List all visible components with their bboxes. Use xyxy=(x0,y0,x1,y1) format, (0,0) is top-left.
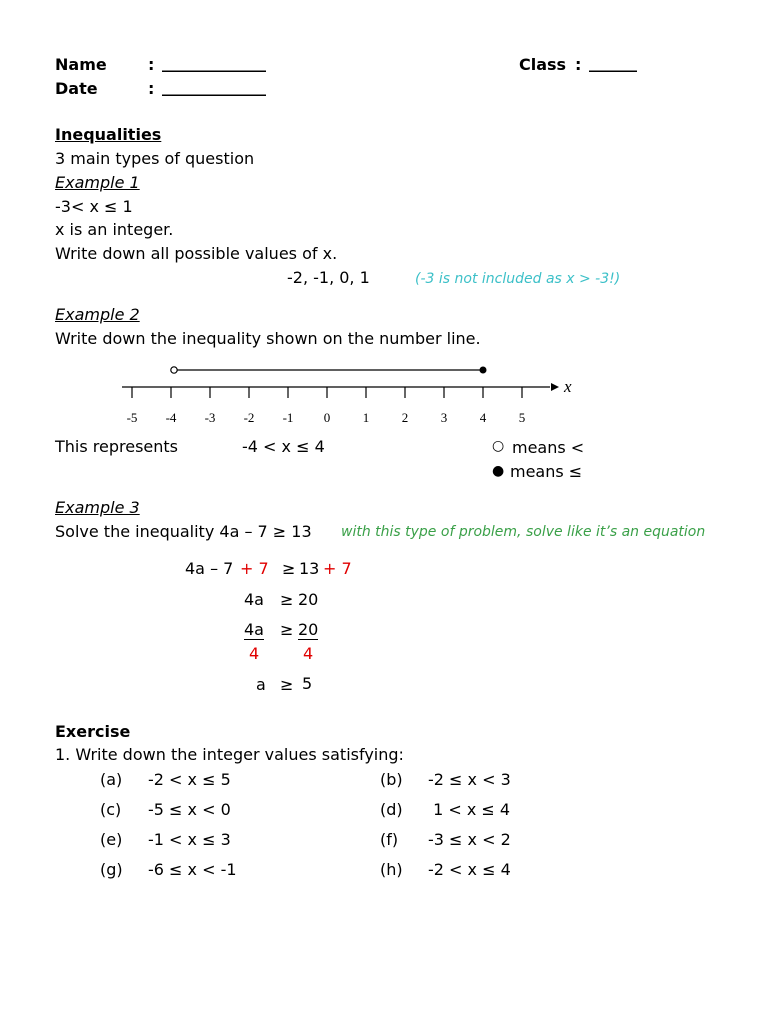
date-label: Date xyxy=(55,79,98,98)
exercise-item-expression: -2 ≤ x < 3 xyxy=(428,770,511,789)
class-label: Class xyxy=(519,55,567,74)
step1-sign: ≥ xyxy=(282,559,296,578)
exercise-item-label: (d) xyxy=(380,800,403,819)
class-field[interactable]: ______ xyxy=(589,53,637,72)
step3-num-right: 20 xyxy=(298,620,319,639)
name-colon: : xyxy=(148,55,155,74)
number-line-tick-label: -2 xyxy=(243,410,255,425)
open-circle-marker xyxy=(171,367,177,373)
example2-heading: Example 2 xyxy=(55,305,140,324)
step1-add-left: + 7 xyxy=(240,559,269,578)
step3-num-left: 4a xyxy=(244,620,264,639)
name-field[interactable]: _____________ xyxy=(162,53,266,72)
exercise-item-label: (a) xyxy=(100,770,123,789)
number-line-tick-label: 3 xyxy=(440,410,448,425)
exercise-item-label: (c) xyxy=(100,800,122,819)
example1-answer: -2, -1, 0, 1 xyxy=(287,268,370,287)
step3-sign: ≥ xyxy=(280,620,294,639)
step4-sign: ≥ xyxy=(280,675,294,694)
number-line-tick-label: -1 xyxy=(282,410,294,425)
example2-instruction: Write down the inequality shown on the number line. xyxy=(55,329,481,348)
example3-note: with this type of problem, solve like it’s an equation xyxy=(341,524,706,540)
number-line-tick-label: 0 xyxy=(323,410,331,425)
exercise-item-expression: -1 < x ≤ 3 xyxy=(148,830,231,849)
step2-left: 4a xyxy=(244,590,264,609)
step1-left: 4a – 7 xyxy=(185,559,234,578)
exercise-item-expression: 1 < x ≤ 4 xyxy=(428,800,511,819)
example3-instruction: Solve the inequality 4a – 7 ≥ 13 xyxy=(55,522,312,541)
closed-circle-symbol: ● xyxy=(492,463,505,479)
step3-den-right: 4 xyxy=(303,644,314,663)
step2-right: 20 xyxy=(298,590,319,609)
number-line-tick-label: -5 xyxy=(126,410,138,425)
number-line-arrow xyxy=(551,383,559,391)
step3-den-left: 4 xyxy=(249,644,260,663)
step4-right: 5 xyxy=(302,674,313,693)
represents-label: This represents xyxy=(55,437,179,456)
name-label: Name xyxy=(55,55,107,74)
open-circle-symbol: ○ xyxy=(492,438,505,454)
example3-heading: Example 3 xyxy=(55,498,140,517)
number-line xyxy=(110,360,590,430)
exercise-item-label: (e) xyxy=(100,830,123,849)
step1-right: 13 xyxy=(299,559,320,578)
exercise-item-label: (b) xyxy=(380,770,403,789)
number-line-tick-label: 5 xyxy=(518,410,526,425)
exercise-heading: Exercise xyxy=(55,722,131,741)
step1-add-right: + 7 xyxy=(323,559,352,578)
closed-circle-marker xyxy=(480,367,487,374)
step2-sign: ≥ xyxy=(280,590,294,609)
represents-value: -4 < x ≤ 4 xyxy=(242,437,325,456)
date-colon: : xyxy=(148,79,155,98)
exercise-item-expression: -2 < x ≤ 4 xyxy=(428,860,511,879)
intro-text: 3 main types of question xyxy=(55,149,255,168)
exercise-question: 1. Write down the integer values satisfying: xyxy=(55,745,404,764)
exercise-item-expression: -3 ≤ x < 2 xyxy=(428,830,511,849)
example1-line2: x is an integer. xyxy=(55,220,174,239)
class-colon: : xyxy=(575,55,582,74)
date-field[interactable]: _____________ xyxy=(162,77,266,96)
number-line-tick-label: -4 xyxy=(165,410,177,425)
exercise-item-expression: -6 ≤ x < -1 xyxy=(148,860,237,879)
exercise-item-label: (h) xyxy=(380,860,403,879)
number-line-variable: x xyxy=(564,377,572,396)
number-line-tick-label: 4 xyxy=(479,410,487,425)
example1-heading: Example 1 xyxy=(55,173,140,192)
legend-closed: means ≤ xyxy=(510,462,583,481)
number-line-tick-label: -3 xyxy=(204,410,216,425)
exercise-item-expression: -2 < x ≤ 5 xyxy=(148,770,231,789)
step4-left: a xyxy=(256,675,266,694)
example1-line3: Write down all possible values of x. xyxy=(55,244,338,263)
exercise-item-expression: -5 ≤ x < 0 xyxy=(148,800,231,819)
legend-open: means < xyxy=(512,438,585,457)
number-line-tick-label: 2 xyxy=(401,410,409,425)
exercise-item-label: (g) xyxy=(100,860,123,879)
example1-note: (-3 is not included as x > -3!) xyxy=(415,271,621,287)
page-title: Inequalities xyxy=(55,125,162,144)
example1-line1: -3< x ≤ 1 xyxy=(55,197,133,216)
exercise-item-label: (f) xyxy=(380,830,399,849)
number-line-tick-label: 1 xyxy=(362,410,370,425)
